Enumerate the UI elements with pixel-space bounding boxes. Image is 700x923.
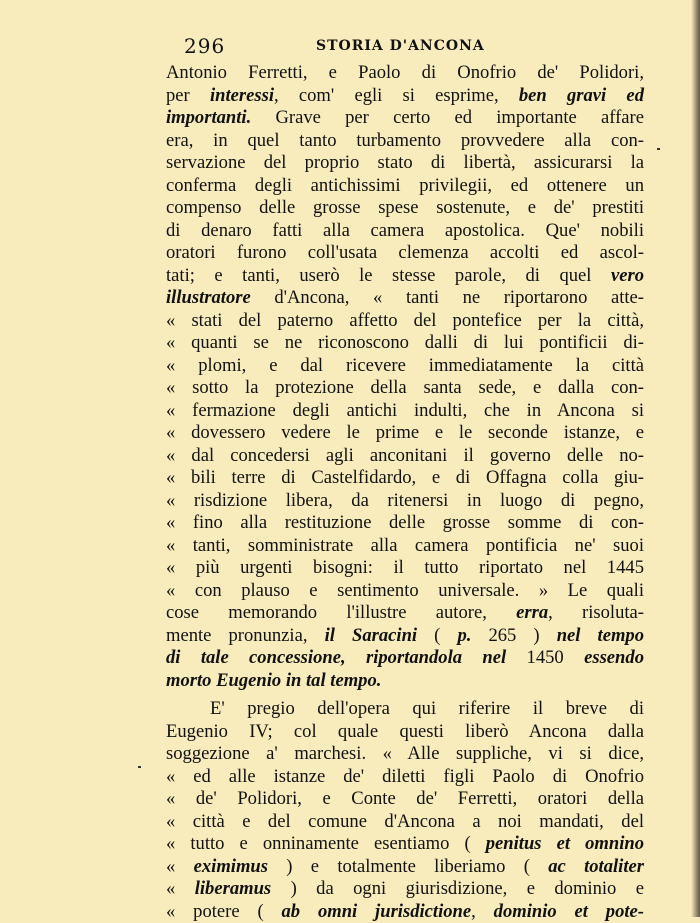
text-span: soggezione a' marchesi. « Alle suppliche, vi si dice,	[166, 743, 644, 764]
italic-text: eximimus	[194, 856, 268, 877]
text-span: 265 )	[471, 625, 556, 646]
text-line	[166, 878, 644, 901]
text-line	[166, 670, 644, 693]
text-span: conferma degli antichissimi privilegii, ed ottenere un	[166, 175, 644, 196]
text-span: Antonio Ferretti, e Paolo di Onofrio de' Polidori,	[166, 62, 644, 83]
text-span: compenso delle grosse spese sostenute, e de' prestiti	[166, 197, 644, 218]
text-span: Grave per certo ed importante affare	[251, 107, 644, 128]
text-line	[166, 445, 644, 468]
text-line	[166, 107, 644, 130]
page-header	[166, 34, 646, 58]
text-line	[166, 130, 644, 153]
text-span: « de' Polidori, e Conte de' Ferretti, oratori della	[166, 788, 644, 809]
text-span: (	[417, 625, 457, 646]
text-line	[166, 85, 644, 108]
italic-text: morto Eugenio in tal tempo.	[166, 670, 381, 691]
italic-text: ben gravi ed	[519, 85, 644, 106]
text-span: « città e del comune d'Ancona a noi mandati, del	[166, 811, 644, 832]
text-line	[166, 512, 644, 535]
text-span: E' pregio dell'opera qui riferire il breve di	[210, 698, 644, 719]
stray-mark	[138, 766, 141, 768]
page-number: 296	[184, 34, 225, 58]
italic-text: ab omni jurisdictione	[282, 901, 472, 922]
italic-text: dominio et pote-	[494, 901, 644, 922]
text-span: « tutto e onninamente esentiamo (	[166, 833, 486, 854]
text-span: , com' egli si esprime,	[274, 85, 519, 106]
text-span: di denaro fatti alla camera apostolica. Que' nobili	[166, 220, 644, 241]
text-span: « potere (	[166, 901, 282, 922]
text-line	[166, 355, 644, 378]
text-span: tati; e tanti, userò le stesse parole, di quel	[166, 265, 611, 286]
text-line	[166, 856, 644, 879]
text-span: per	[166, 85, 210, 106]
italic-text: importanti.	[166, 107, 251, 128]
text-span: « quanti se ne riconoscono dalli di lui pontificii di-	[166, 332, 644, 353]
text-span: «	[166, 878, 195, 899]
text-line	[166, 152, 644, 175]
page-edge-shadow	[691, 0, 700, 917]
text-line	[166, 535, 644, 558]
text-span: « sotto la protezione della santa sede, e dalla con-	[166, 377, 644, 398]
text-span: « tanti, somministrate alla camera pontificia ne' suoi	[166, 535, 644, 556]
text-span: « risdizione libera, da ritenersi in luogo di pegno,	[166, 490, 644, 511]
text-line	[166, 901, 644, 923]
text-line	[166, 743, 644, 766]
text-span: Eugenio IV; col quale questi liberò Ancona dalla	[166, 721, 644, 742]
text-span: cose memorando l'illustre autore,	[166, 602, 516, 623]
italic-text: interessi	[210, 85, 274, 106]
text-span: 1450	[506, 647, 584, 668]
text-line	[166, 788, 644, 811]
text-span: « bili terre di Castelfidardo, e di Offagna colla giu-	[166, 467, 644, 488]
text-span: « più urgenti bisogni: il tutto riportato nel 1445	[166, 557, 644, 578]
text-span: mente pronunzia,	[166, 625, 325, 646]
text-span: « con plauso e sentimento universale. » Le quali	[166, 580, 644, 601]
text-line	[166, 62, 644, 85]
text-line	[166, 220, 644, 243]
italic-text: p.	[457, 625, 471, 646]
text-span: d'Ancona, « tanti ne riportarono atte-	[251, 287, 644, 308]
text-line	[166, 287, 644, 310]
text-line	[166, 377, 644, 400]
text-line	[166, 721, 644, 744]
italic-text: illustratore	[166, 287, 251, 308]
text-line	[166, 647, 644, 670]
text-line	[166, 197, 644, 220]
text-span: ) da ogni giurisdizione, e dominio e	[271, 878, 644, 899]
text-line	[166, 580, 644, 603]
text-span: ,	[471, 901, 494, 922]
italic-text: nel tempo	[557, 625, 644, 646]
text-line	[166, 766, 644, 789]
italic-text: di tale concessione, riportandola nel	[166, 647, 506, 668]
text-line	[166, 698, 644, 721]
text-line	[166, 467, 644, 490]
text-span: era, in quel tanto turbamento provvedere alla con-	[166, 130, 644, 151]
text-line	[166, 811, 644, 834]
text-span: ) e totalmente liberiamo (	[268, 856, 548, 877]
text-span: « stati del paterno affetto del pontefice per la città,	[166, 310, 644, 331]
italic-text: il Saracini	[325, 625, 418, 646]
text-span: « dal concedersi agli anconitani il governo delle no-	[166, 445, 644, 466]
text-line	[166, 422, 644, 445]
text-line	[166, 310, 644, 333]
text-line	[166, 332, 644, 355]
running-title: STORIA D'ANCONA	[316, 38, 485, 54]
body-text	[166, 62, 644, 923]
text-span: « fermazione degli antichi indulti, che in Ancona si	[166, 400, 644, 421]
text-span: « dovessero vedere le prime e le seconde istanze, e	[166, 422, 644, 443]
text-span: «	[166, 856, 194, 877]
text-line	[166, 400, 644, 423]
text-line	[166, 490, 644, 513]
text-span: « fino alla restituzione delle grosse somme di con-	[166, 512, 644, 533]
text-span: « plomi, e dal ricevere immediatamente la città	[166, 355, 644, 376]
text-span: oratori furono coll'usata clemenza accolti ed ascol-	[166, 242, 644, 263]
text-line	[166, 242, 644, 265]
italic-text: penitus et omnino	[486, 833, 644, 854]
italic-text: liberamus	[195, 878, 271, 899]
text-span: servazione del proprio stato di libertà, assicurarsi la	[166, 152, 644, 173]
italic-text: vero	[611, 265, 644, 286]
text-line	[166, 833, 644, 856]
text-line	[166, 625, 644, 648]
text-line	[166, 265, 644, 288]
italic-text: essendo	[584, 647, 644, 668]
text-span: « ed alle istanze de' diletti figli Paolo di Onofrio	[166, 766, 644, 787]
text-line	[166, 602, 644, 625]
italic-text: ac totaliter	[548, 856, 644, 877]
italic-text: erra	[516, 602, 548, 623]
stray-mark	[657, 148, 660, 150]
text-span: , risoluta-	[548, 602, 644, 623]
text-line	[166, 557, 644, 580]
text-line	[166, 175, 644, 198]
